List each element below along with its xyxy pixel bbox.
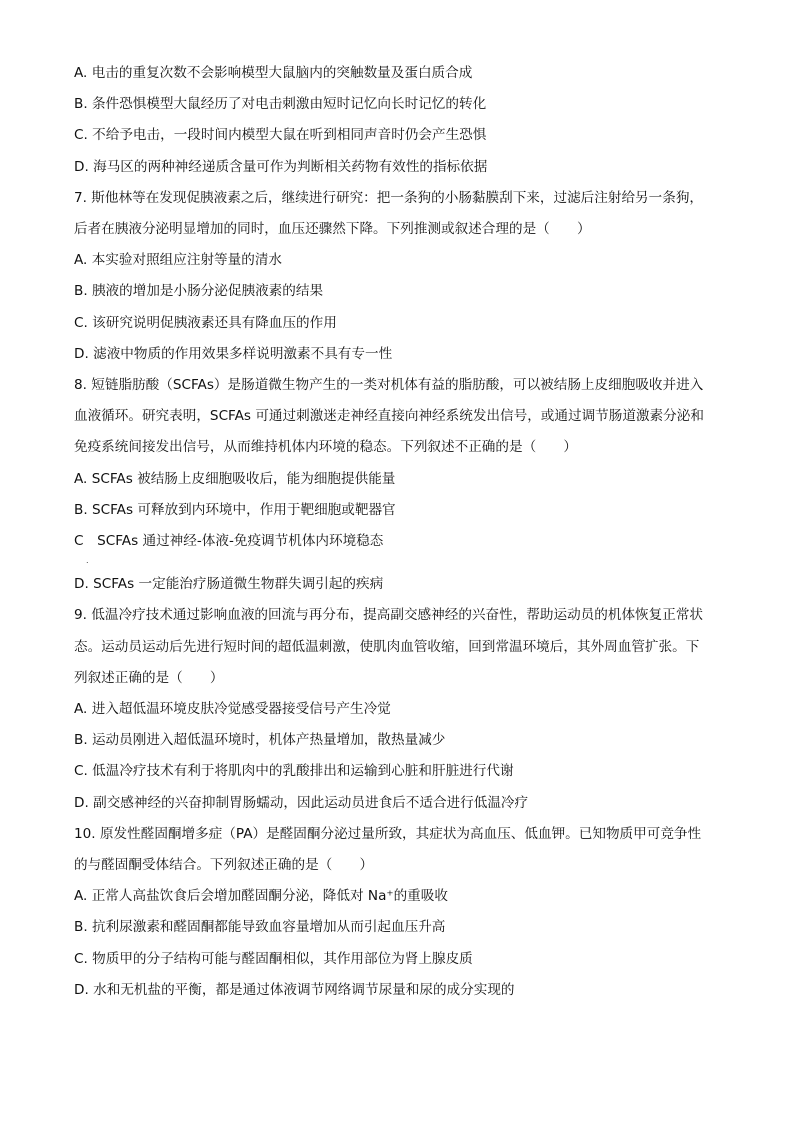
q7-option-c: C. 该研究说明促胰液素还具有降血压的作用 xyxy=(74,314,337,331)
q9-option-a: A. 进入超低温环境皮肤冷觉感受器接受信号产生冷觉 xyxy=(74,701,391,718)
q9-stem-line-1: 9. 低温冷疗技术通过影响血液的回流与再分布，提高副交感神经的兴奋性，帮助运动员的机体恢复正常状 xyxy=(74,607,704,624)
q9-stem-line-3: 列叙述正确的是（ ） xyxy=(74,669,224,686)
q7-stem-line-1: 7. 斯他林等在发现促胰液素之后，继续进行研究：把一条狗的小肠黏膜刮下来，过滤后注射给另一条狗， xyxy=(74,189,704,206)
q7-option-d: D. 滤液中物质的作用效果多样说明激素不具有专一性 xyxy=(74,345,393,362)
q10-stem-line-2: 的与醛固酮受体结合。下列叙述正确的是（ ） xyxy=(74,857,374,874)
q9-option-b: B. 运动员刚进入超低温环境时，机体产热量增加，散热量减少 xyxy=(74,732,446,749)
q7-option-a: A. 本实验对照组应注射等量的清水 xyxy=(74,252,283,269)
q8-option-c: C SCFAs 通过神经-体液-免疫调节机体内环境稳态 xyxy=(74,533,384,550)
q10-option-d: D. 水和无机盐的平衡，都是通过体液调节网络调节尿量和尿的成分实现的 xyxy=(74,981,515,998)
q9-stem-line-2: 态。运动员运动后先进行短时间的超低温刺激，使肌肉血管收缩，回到常温环境后，其外周血管扩张。下 xyxy=(74,638,700,655)
q8-option-a: A. SCFAs 被结肠上皮细胞吸收后，能为细胞提供能量 xyxy=(74,470,396,487)
q7-stem-line-2: 后者在胰液分泌明显增加的同时，血压还骤然下降。下列推测或叙述合理的是（ ） xyxy=(74,221,591,238)
q8-stem-line-3: 免疫系统间接发出信号，从而维持机体内环境的稳态。下列叙述不正确的是（ ） xyxy=(74,439,577,456)
q6-option-b: B. 条件恐惧模型大鼠经历了对电击刺激由短时记忆向长时记忆的转化 xyxy=(74,96,487,113)
q8-stem-line-1: 8. 短链脂肪酸（SCFAs）是肠道微生物产生的一类对机体有益的脂肪酸，可以被结肠上皮细胞吸收并进入 xyxy=(74,377,704,394)
exam-page xyxy=(74,58,724,1006)
q6-option-d: D. 海马区的两种神经递质含量可作为判断相关药物有效性的指标依据 xyxy=(74,158,488,175)
q9-option-d: D. 副交感神经的兴奋抑制胃肠蠕动，因此运动员进食后不适合进行低温冷疗 xyxy=(74,794,529,811)
q6-option-c: C. 不给予电击，一段时间内模型大鼠在听到相同声音时仍会产生恐惧 xyxy=(74,127,487,144)
q10-option-c: C. 物质甲的分子结构可能与醛固酮相似，其作用部位为肾上腺皮质 xyxy=(74,950,473,967)
stray-dot: . xyxy=(86,556,89,566)
q8-option-d: D. SCFAs 一定能治疗肠道微生物群失调引起的疾病 xyxy=(74,576,384,593)
q8-stem-line-2: 血液循环。研究表明，SCFAs 可通过刺激迷走神经直接向神经系统发出信号，或通过调节肠道激素分泌和 xyxy=(74,408,704,425)
q8-option-b: B. SCFAs 可释放到内环境中，作用于靶细胞或靶器官 xyxy=(74,501,396,518)
q9-option-c: C. 低温冷疗技术有利于将肌肉中的乳酸排出和运输到心脏和肝脏进行代谢 xyxy=(74,763,514,780)
q10-option-b: B. 抗利尿激素和醛固酮都能导致血容量增加从而引起血压升高 xyxy=(74,919,446,936)
q10-stem-line-1: 10. 原发性醛固酮增多症（PA）是醛固酮分泌过量所致，其症状为高血压、低血钾。已知物质甲可竞争性 xyxy=(74,825,702,842)
q7-option-b: B. 胰液的增加是小肠分泌促胰液素的结果 xyxy=(74,283,324,300)
q6-option-a: A. 电击的重复次数不会影响模型大鼠脑内的突触数量及蛋白质合成 xyxy=(74,65,473,81)
q10-option-a: A. 正常人高盐饮食后会增加醛固酮分泌，降低对 Na⁺的重吸收 xyxy=(74,888,448,905)
